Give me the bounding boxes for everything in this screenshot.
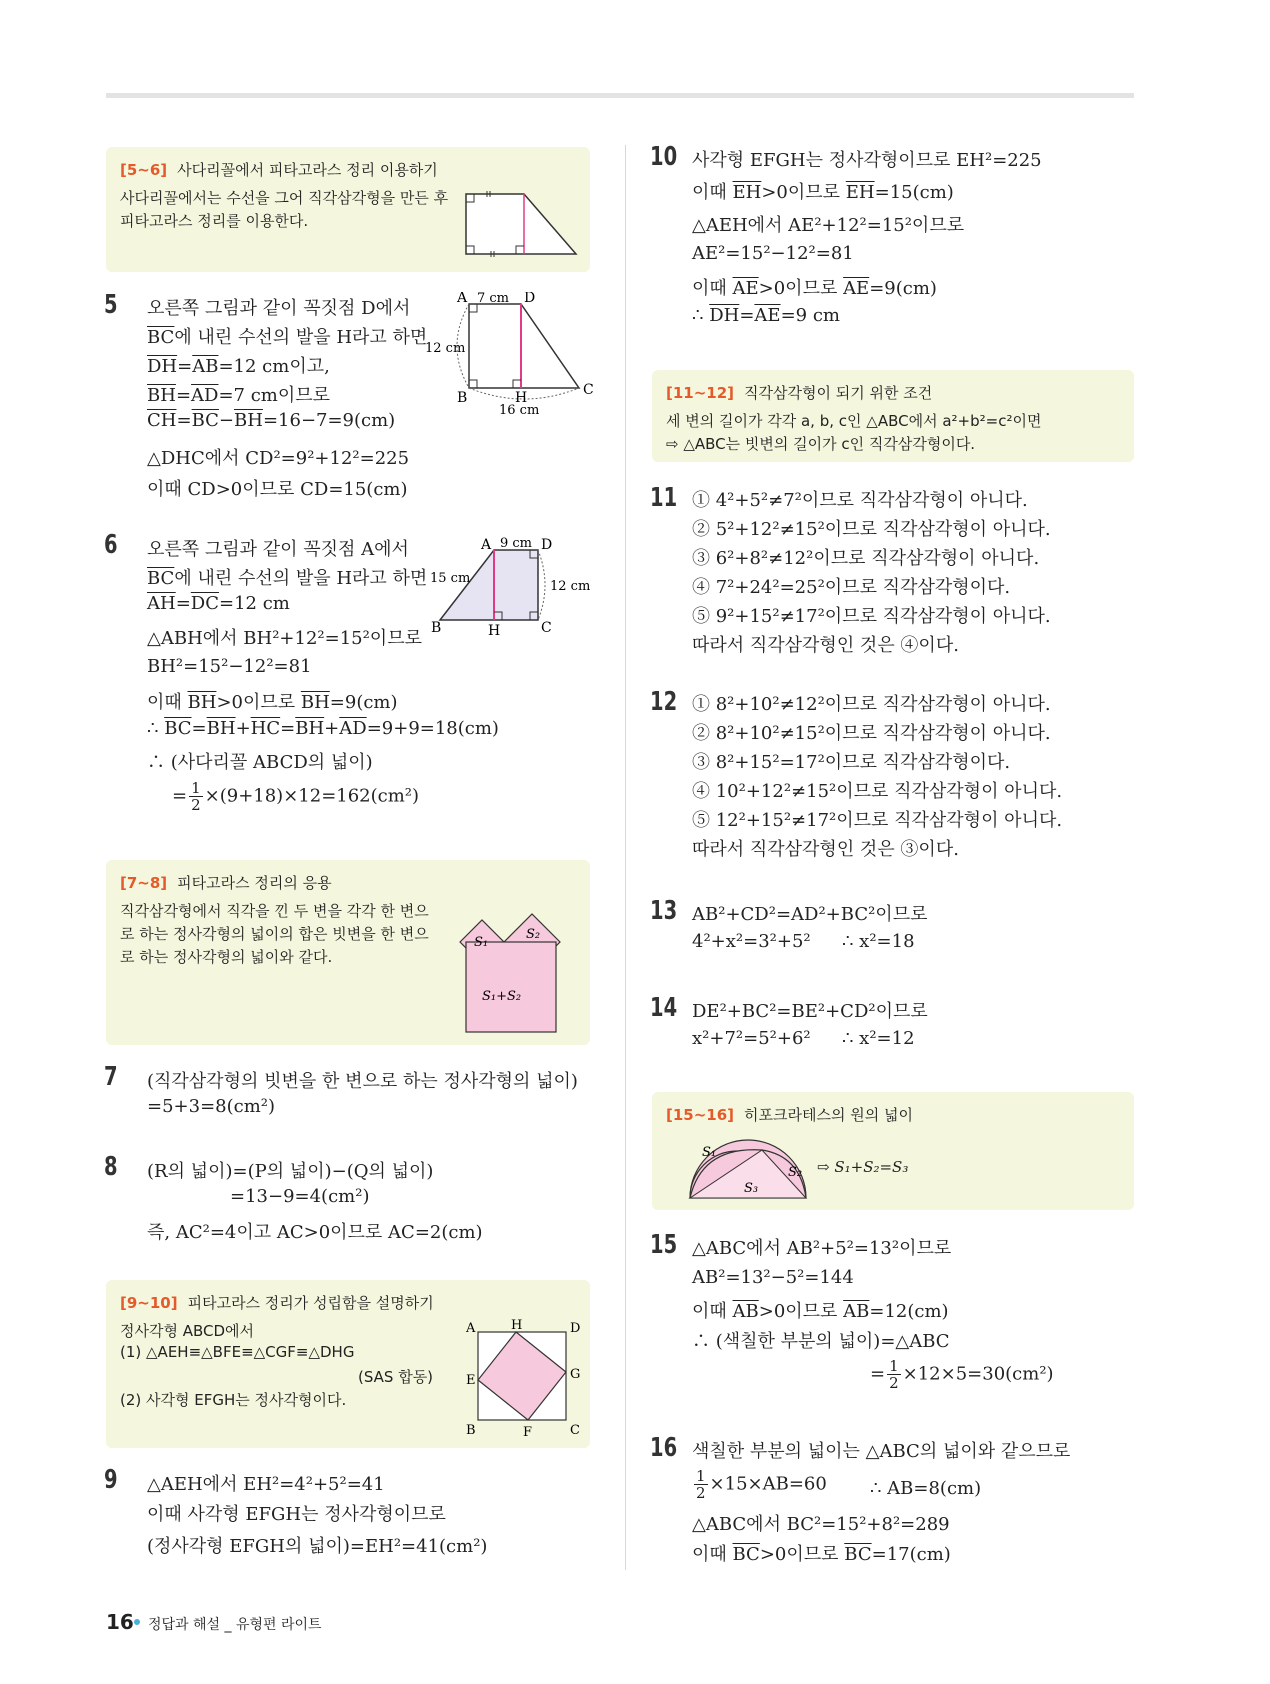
fraction-den: 2 [696, 1484, 706, 1502]
tip-box-7-8 [106, 860, 590, 1045]
problem-16-line [692, 1468, 827, 1501]
tip-line: 사다리꼴에서는 수선을 그어 직각삼각형을 만든 후 [120, 189, 449, 207]
footer-bullet [134, 1619, 140, 1625]
area-expr: ×15×AB=60 [709, 1473, 827, 1495]
vertex-H: H [488, 623, 501, 635]
tip-box-15-16 [652, 1092, 1134, 1210]
problem-5-line: 오른쪽 그림과 같이 꼭짓점 D에서 [147, 298, 411, 319]
column-divider [625, 145, 626, 1570]
problem-5-line: △DHC에서 CD²=9²+12²=225 [147, 448, 410, 469]
problem-number: 7 [104, 1062, 118, 1092]
vertex-D: D [570, 1321, 581, 1336]
vertex-B: B [457, 390, 468, 406]
tip-title-text: 피타고라스 정리가 성립함을 설명하기 [187, 1294, 434, 1312]
problem-6-line: 오른쪽 그림과 같이 꼭짓점 A에서 [147, 539, 409, 560]
page-number: 16 [106, 1610, 134, 1634]
fraction-num: 1 [696, 1467, 706, 1485]
tip-title-text: 직각삼각형이 되기 위한 조건 [744, 384, 933, 402]
problem-5-line: $\overline{CH}=\overline{BC}-\overline{BH}=16-7=9(cm)$ [147, 410, 396, 431]
label-s1: S₁ [702, 1145, 717, 1160]
problem-14-line: ∴ x²=12 [842, 1028, 915, 1049]
fraction [189, 780, 203, 813]
label-s3: S₃ [744, 1181, 759, 1196]
tip-line: 로 하는 정사각형의 넓이의 합은 빗변을 한 변으 [120, 925, 429, 943]
problem-10-line: AE²=15²−12²=81 [692, 243, 854, 264]
vertex-F: F [523, 1425, 533, 1440]
problem-13-line: AB²+CD²=AD²+BC²이므로 [692, 904, 928, 925]
pythagoras-squares-figure [444, 902, 579, 1037]
problem-6-line: 이때 $\overline{BH}>0$이므로 $\overline{BH}=9(cm)$ [147, 692, 398, 713]
problem-16-line: 이때 $\overline{BC}>0$이므로 $\overline{BC}=17(cm)$ [692, 1544, 951, 1565]
label-right: 12 cm [550, 579, 591, 594]
label-bottom: 16 cm [499, 403, 540, 418]
problem-16-line: △ABC에서 BC²=15²+8²=289 [692, 1514, 950, 1535]
area-expr: ×(9+18)×12=162(cm²) [204, 785, 420, 807]
tip-title [120, 872, 332, 893]
vertex-B: B [431, 620, 442, 635]
problem-12-line: ① 8²+10²≠12²이므로 직각삼각형이 아니다. [692, 694, 1051, 715]
problem-11-line: ① 4²+5²≠7²이므로 직각삼각형이 아니다. [692, 490, 1028, 511]
problem-8-line: =13−9=4(cm²) [230, 1186, 370, 1207]
problem-number: 15 [650, 1230, 678, 1260]
label-s2: S₂ [526, 927, 541, 942]
problem-12-line: 따라서 직각삼각형인 것은 ③이다. [692, 839, 959, 860]
vertex-C: C [541, 620, 552, 635]
problem-12-line: ② 8²+10²≠15²이므로 직각삼각형이 아니다. [692, 723, 1051, 744]
problem-5-line: 이때 CD>0이므로 CD=15(cm) [147, 479, 408, 500]
problem-13-line: ∴ x²=18 [842, 931, 915, 952]
label-top: 7 cm [477, 292, 510, 306]
tip-title [120, 1292, 434, 1313]
problem-5-figure [425, 292, 600, 422]
label-left: 12 cm [425, 341, 466, 356]
problem-6-line: ∴ $\overline{BC}=\overline{BH}+\overline{HC}=\overline{BH}+\overline{AD}=9+9=18(cm)$ [147, 718, 499, 739]
vertex-A: A [457, 292, 468, 306]
problem-6-figure [428, 535, 598, 635]
problem-11-line: ⑤ 9²+15²≠17²이므로 직각삼각형이 아니다. [692, 606, 1051, 627]
problem-6-line: $\overline{AH}=\overline{DC}=12$ cm [147, 593, 290, 614]
tip-tag: [5~6] [120, 161, 168, 179]
label-top: 9 cm [500, 536, 533, 551]
problem-number: 14 [650, 993, 678, 1023]
tip-line: (1) △AEH≡△BFE≡△CGF≡△DHG [120, 1343, 355, 1361]
label-s1: S₁ [474, 935, 489, 950]
problem-15-line [870, 1358, 1054, 1391]
problem-16-line: ∴ AB=8(cm) [870, 1478, 982, 1499]
problem-12-line: ⑤ 12²+15²≠17²이므로 직각삼각형이 아니다. [692, 810, 1063, 831]
lune-result: ⇨ S₁+S₂=S₃ [817, 1158, 909, 1176]
problem-5-line: $\overline{DH}=\overline{AB}=12$ cm이고, [147, 356, 330, 377]
problem-16-line: 색칠한 부분의 넓이는 △ABC의 넓이와 같으므로 [692, 1441, 1071, 1462]
tip-tag: [7~8] [120, 874, 168, 892]
tip-title [120, 159, 438, 180]
tip-line: 피타고라스 정리를 이용한다. [120, 212, 309, 230]
problem-10-line: ∴ $\overline{DH}=\overline{AE}=9$ cm [692, 305, 840, 326]
problem-9-line: 이때 사각형 EFGH는 정사각형이므로 [147, 1504, 446, 1525]
problem-number: 10 [650, 142, 678, 172]
problem-13-line: 4²+x²=3²+5² [692, 931, 811, 952]
tip-title [666, 1104, 913, 1125]
problem-5-line: $\overline{BH}=\overline{AD}=7$ cm이므로 [147, 385, 331, 406]
problem-14-line: DE²+BC²=BE²+CD²이므로 [692, 1001, 928, 1022]
top-rule [106, 93, 1134, 98]
problem-10-line: △AEH에서 AE²+12²=15²이므로 [692, 215, 965, 236]
fraction-den: 2 [889, 1374, 899, 1392]
vertex-G: G [570, 1367, 581, 1382]
tip-line: 정사각형 ABCD에서 [120, 1322, 255, 1340]
tip-line: 로 하는 정사각형의 넓이와 같다. [120, 948, 333, 966]
problem-11-line: 따라서 직각삼각형인 것은 ④이다. [692, 635, 959, 656]
problem-number: 11 [650, 483, 678, 513]
vertex-E: E [466, 1373, 476, 1388]
fraction-num: 1 [889, 1357, 899, 1375]
vertex-H: H [511, 1318, 523, 1333]
problem-12-line: ③ 8²+15²=17²이므로 직각삼각형이다. [692, 752, 1011, 773]
vertex-C: C [570, 1423, 580, 1438]
problem-number: 6 [104, 530, 118, 560]
label-left: 15 cm [430, 571, 471, 586]
problem-11-line: ④ 7²+24²=25²이므로 직각삼각형이다. [692, 577, 1011, 598]
problem-11-line: ③ 6²+8²≠12²이므로 직각삼각형이 아니다. [692, 548, 1040, 569]
problem-14-line: x²+7²=5²+6² [692, 1028, 811, 1049]
problem-8-line: (R의 넓이)=(P의 넓이)−(Q의 넓이) [147, 1161, 434, 1182]
vertex-B: B [466, 1423, 476, 1438]
label-s2: S₂ [788, 1165, 803, 1180]
problem-8-line: 즉, AC²=4이고 AC>0이므로 AC=2(cm) [147, 1222, 483, 1243]
tip-title-text: 피타고라스 정리의 응용 [177, 874, 332, 892]
problem-number: 13 [650, 896, 678, 926]
tip-tag: [15~16] [666, 1106, 735, 1124]
problem-15-line: 이때 $\overline{AB}>0$이므로 $\overline{AB}=12(cm)$ [692, 1301, 949, 1322]
problem-number: 5 [104, 290, 118, 320]
problem-number: 9 [104, 1465, 118, 1495]
problem-10-line: 이때 $\overline{EH}>0$이므로 $\overline{EH}=15(cm)$ [692, 182, 954, 203]
tip-line: (2) 사각형 EFGH는 정사각형이다. [120, 1391, 347, 1409]
problem-15-line: △ABC에서 AB²+5²=13²이므로 [692, 1238, 952, 1259]
tip-line: 직각삼각형에서 직각을 낀 두 변을 각각 한 변으 [120, 902, 429, 920]
tip-title [666, 382, 932, 403]
problem-7-line: =5+3=8(cm²) [147, 1096, 276, 1117]
problem-7-line: (직각삼각형의 빗변을 한 변으로 하는 정사각형의 넓이) [147, 1071, 578, 1092]
problem-10-line: 사각형 EFGH는 정사각형이므로 EH²=225 [692, 150, 1042, 171]
area-expr: ×12×5=30(cm²) [902, 1363, 1054, 1385]
problem-6-line: BH²=15²−12²=81 [147, 656, 312, 677]
problem-6-line: $\overline{BC}$에 내린 수선의 발을 H라고 하면 [147, 568, 428, 589]
problem-10-line: 이때 $\overline{AE}>0$이므로 $\overline{AE}=9(cm)$ [692, 278, 937, 299]
problem-number: 8 [104, 1152, 118, 1182]
tip-tag: [9~10] [120, 1294, 178, 1312]
problem-number: 12 [650, 687, 678, 717]
tip-box-11-12 [652, 370, 1134, 462]
problem-15-line: ∴ (색칠한 부분의 넓이)=△ABC [692, 1331, 950, 1352]
tip-title-text: 사다리꼴에서 피타고라스 정리 이용하기 [177, 161, 438, 179]
problem-12-line: ④ 10²+12²≠15²이므로 직각삼각형이 아니다. [692, 781, 1063, 802]
vertex-A: A [466, 1321, 476, 1336]
problem-9-line: △AEH에서 EH²=4²+5²=41 [147, 1474, 385, 1495]
problem-6-line [172, 780, 419, 813]
trapezoid-tip-figure [461, 189, 581, 259]
eq-sign: = [870, 1363, 886, 1385]
vertex-H: H [515, 390, 528, 406]
fraction-num: 1 [191, 779, 201, 797]
tip-box-9-10 [106, 1280, 590, 1448]
tip-box-5-6 [106, 147, 590, 272]
footer-title: 정답과 해설 _ 유형편 라이트 [148, 1617, 322, 1633]
vertex-D: D [541, 537, 553, 553]
vertex-C: C [583, 382, 594, 398]
problem-11-line: ② 5²+12²≠15²이므로 직각삼각형이 아니다. [692, 519, 1051, 540]
tip-line: 세 변의 길이가 각각 a, b, c인 △ABC에서 a²+b²=c²이면 [666, 412, 1042, 430]
tip-title-text: 히포크라테스의 원의 넓이 [744, 1106, 913, 1124]
problem-number: 16 [650, 1433, 678, 1463]
problem-6-line: ∴ (사다리꼴 ABCD의 넓이) [147, 752, 373, 773]
square-efgh-figure [456, 1318, 586, 1443]
tip-tag: [11~12] [666, 384, 735, 402]
problem-15-line: AB²=13²−5²=144 [692, 1267, 854, 1288]
fraction [694, 1468, 708, 1501]
problem-5-line: $\overline{BC}$에 내린 수선의 발을 H라고 하면 [147, 327, 428, 348]
eq-sign: = [172, 785, 188, 807]
vertex-A: A [481, 537, 492, 553]
problem-6-line: △ABH에서 BH²+12²=15²이므로 [147, 628, 422, 649]
label-s1-plus-s2: S₁+S₂ [482, 989, 522, 1004]
tip-line: (SAS 합동) [358, 1368, 434, 1386]
tip-line: ⇨ △ABC는 빗변의 길이가 c인 직각삼각형이다. [666, 435, 976, 453]
fraction [887, 1358, 901, 1391]
vertex-D: D [524, 292, 536, 306]
fraction-den: 2 [191, 796, 201, 814]
problem-9-line: (정사각형 EFGH의 넓이)=EH²=41(cm²) [147, 1536, 488, 1557]
hippocrates-lune-figure [682, 1136, 822, 1206]
